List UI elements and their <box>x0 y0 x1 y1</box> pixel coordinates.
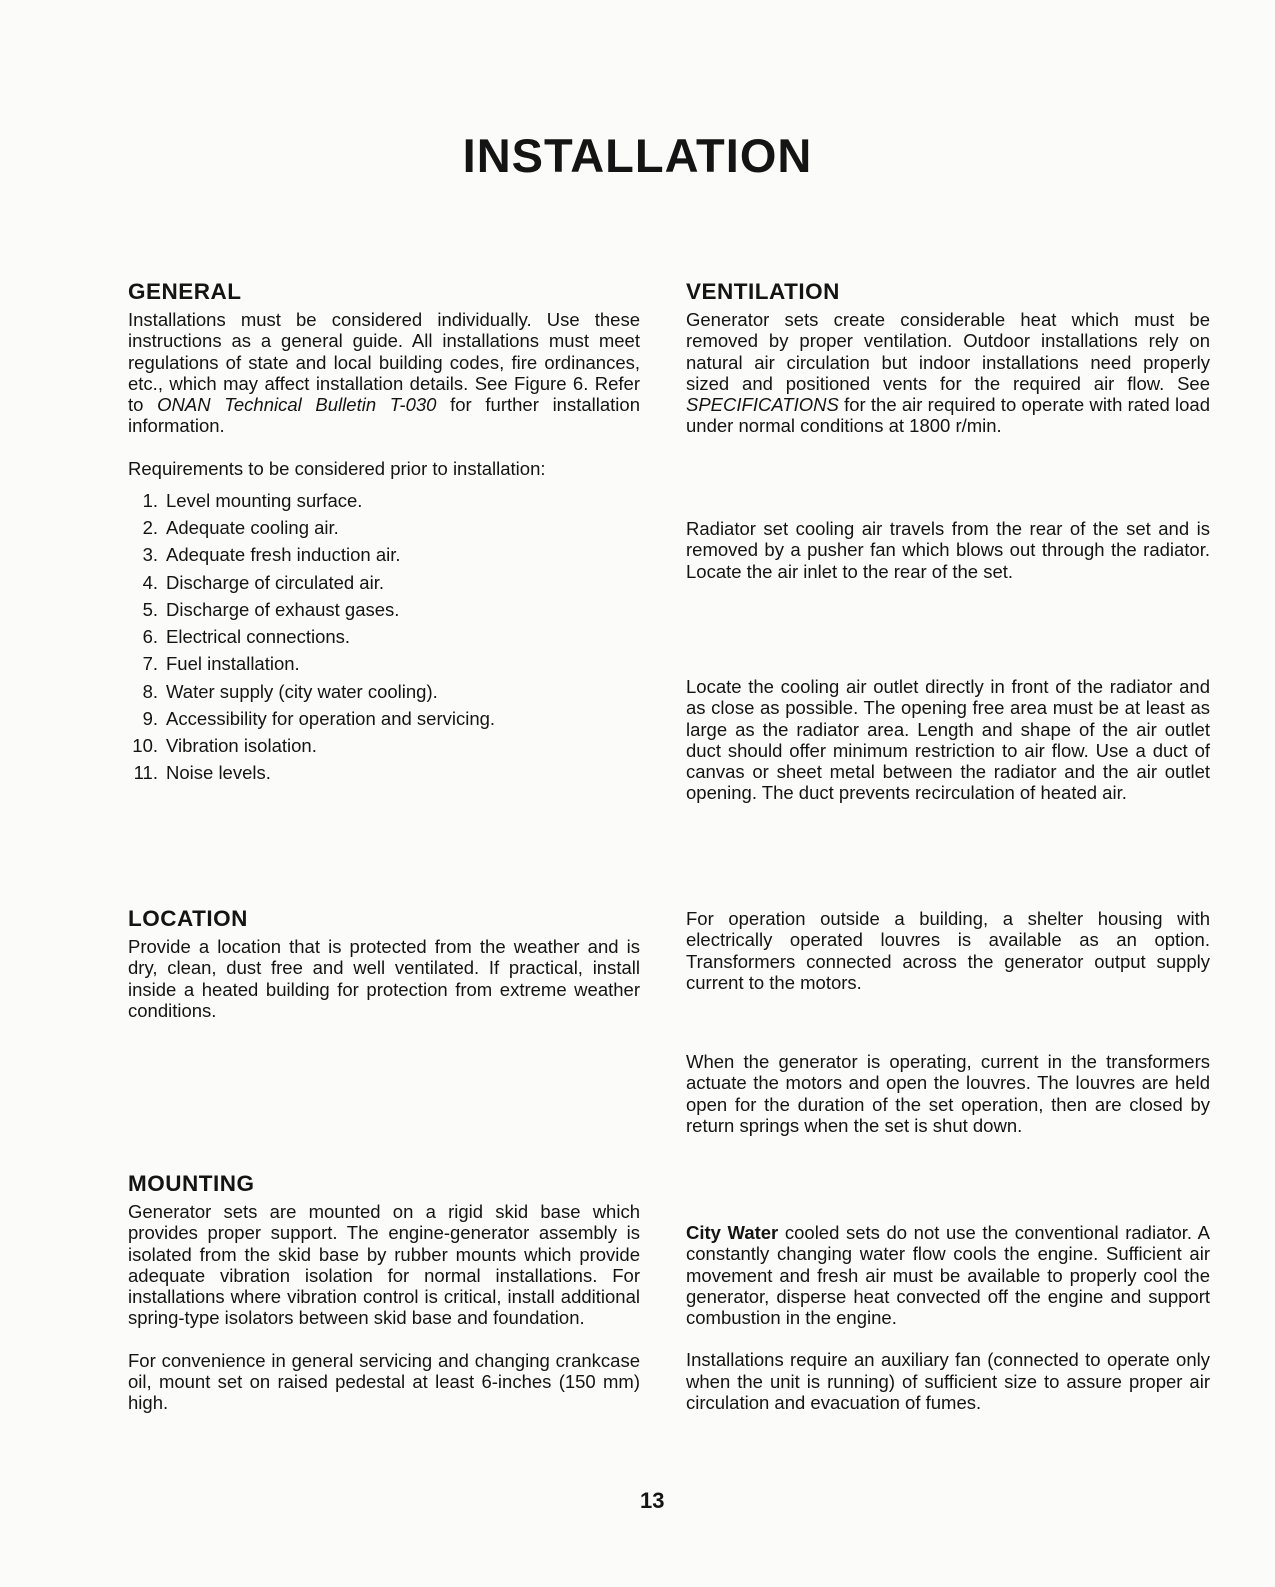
requirement-item <box>128 514 640 541</box>
requirement-text: Accessibility for operation and servicing. <box>166 707 496 729</box>
requirement-number: 11. <box>133 762 158 784</box>
requirement-item <box>128 650 640 677</box>
requirement-item <box>128 569 640 596</box>
requirement-text: Discharge of circulated air. <box>166 571 384 593</box>
requirements-list <box>128 487 640 786</box>
requirement-number: 1. <box>142 490 158 512</box>
requirement-item <box>128 596 640 623</box>
requirement-text: Noise levels. <box>166 762 271 784</box>
ventilation-para-1-tail: for the air required to operate with rated load under normal conditions at 1800 r/min. <box>686 394 1210 437</box>
ventilation-para-6 <box>686 1222 1210 1328</box>
requirement-item <box>128 487 640 514</box>
location-heading: LOCATION <box>128 906 248 931</box>
ventilation-para-5: When the generator is operating, current in the transformers actuate the motors and open the louvres. The louvres are held open for the duration of the set operation, then are closed by return springs when the set is shut down. <box>686 1051 1210 1136</box>
general-intro-tail: for further installation information. <box>128 394 640 437</box>
general-intro <box>128 309 640 437</box>
requirement-number: 7. <box>142 653 158 675</box>
ventilation-para-1 <box>686 309 1210 437</box>
page-title: INSTALLATION <box>462 129 813 182</box>
ventilation-para-6-lead: City Water <box>686 1222 779 1243</box>
requirement-number: 5. <box>142 598 158 620</box>
ventilation-outlet-block <box>686 676 1210 804</box>
general-heading: GENERAL <box>128 279 242 304</box>
requirement-text: Adequate fresh induction air. <box>166 544 401 566</box>
general-intro-text: Installations must be considered individually. Use these instructions as a general guide. All installations must meet regulations of state and local building codes, fire ordinances, etc., which may affect installation details. See Figure 6. Refer to <box>128 309 640 416</box>
general-section <box>128 279 640 786</box>
requirements-intro: Requirements to be considered prior to installation: <box>128 457 546 479</box>
ventilation-section <box>686 279 1210 437</box>
ventilation-para-2: Radiator set cooling air travels from the rear of the set and is removed by a pusher fan which blows out through the radiator. Locate the air inlet to the rear of the set. <box>686 518 1210 582</box>
requirement-item <box>128 759 640 786</box>
mounting-para-2: For convenience in general servicing and changing crankcase oil, mount set on raised pedestal at least 6-inches (150 mm) high. <box>128 1349 640 1414</box>
requirement-number: 6. <box>142 626 158 648</box>
mounting-heading: MOUNTING <box>128 1171 255 1196</box>
requirement-item <box>128 541 640 568</box>
ventilation-para-4: For operation outside a building, a shelter housing with electrically operated louvres is available as an option. Transformers connected across the generator output supply current to the motors. <box>686 908 1210 993</box>
requirement-text: Water supply (city water cooling). <box>166 680 438 702</box>
requirement-item <box>128 623 640 650</box>
requirement-number: 8. <box>142 680 158 702</box>
mounting-section <box>128 1171 640 1414</box>
general-intro-ref: ONAN Technical Bulletin T-030 <box>157 394 437 416</box>
requirement-number: 3. <box>142 544 158 566</box>
requirement-number: 2. <box>142 517 158 539</box>
ventilation-louvres-block <box>686 1051 1210 1136</box>
location-text: Provide a location that is protected from the weather and is dry, clean, dust free and well ventilated. If practical, install inside a heated building for protection from extreme weather conditions. <box>128 936 640 1021</box>
requirement-number: 10. <box>132 734 158 756</box>
ventilation-para-6-text: cooled sets do not use the conventional radiator. A constantly changing water flow cools the engine. Sufficient air movement and fresh air must be available to properly cool the generator, disperse heat convected off the engine and support combustion in the engine. <box>686 1222 1210 1329</box>
mounting-para-1: Generator sets are mounted on a rigid skid base which provides proper support. The engine-generator assembly is isolated from the skid base by rubber mounts which provide adequate vibration isolation for normal installations. For installations where vibration control is critical, install additional spring-type isolators between skid base and foundation. <box>128 1201 640 1329</box>
requirement-number: 4. <box>142 571 158 593</box>
requirement-item <box>128 732 640 759</box>
ventilation-para-3: Locate the cooling air outlet directly in front of the radiator and as close as possible. The opening free area must be at least as large as the radiator area. Length and shape of the air outlet duct should offer minimum restriction to air flow. Use a duct of canvas or sheet metal between the radiator and the air outlet opening. The duct prevents recirculation of heated air. <box>686 676 1210 804</box>
requirement-text: Fuel installation. <box>166 653 300 675</box>
requirement-text: Adequate cooling air. <box>166 517 339 539</box>
location-section <box>128 906 640 1021</box>
ventilation-city-water-block <box>686 1222 1210 1413</box>
requirement-text: Electrical connections. <box>166 626 351 648</box>
ventilation-shelter-block <box>686 908 1210 993</box>
ventilation-radiator-block <box>686 518 1210 582</box>
requirement-text: Level mounting surface. <box>166 490 363 512</box>
requirement-text: Vibration isolation. <box>166 734 317 756</box>
ventilation-para-1-ref: SPECIFICATIONS <box>686 394 839 416</box>
ventilation-para-1-text: Generator sets create considerable heat which must be removed by proper ventilation. Outdoor installations rely on natural air circulation but indoor installations need properly sized and positioned vents for the required air flow. See <box>686 309 1210 394</box>
requirement-text: Discharge of exhaust gases. <box>166 598 400 620</box>
ventilation-para-7: Installations require an auxiliary fan (connected to operate only when the unit is running) of sufficient size to assure proper air circulation and evacuation of fumes. <box>686 1349 1210 1414</box>
requirement-item <box>128 678 640 705</box>
requirement-number: 9. <box>142 707 158 729</box>
requirement-item <box>128 705 640 732</box>
page-number: 13 <box>640 1488 665 1513</box>
ventilation-heading: VENTILATION <box>686 279 840 304</box>
